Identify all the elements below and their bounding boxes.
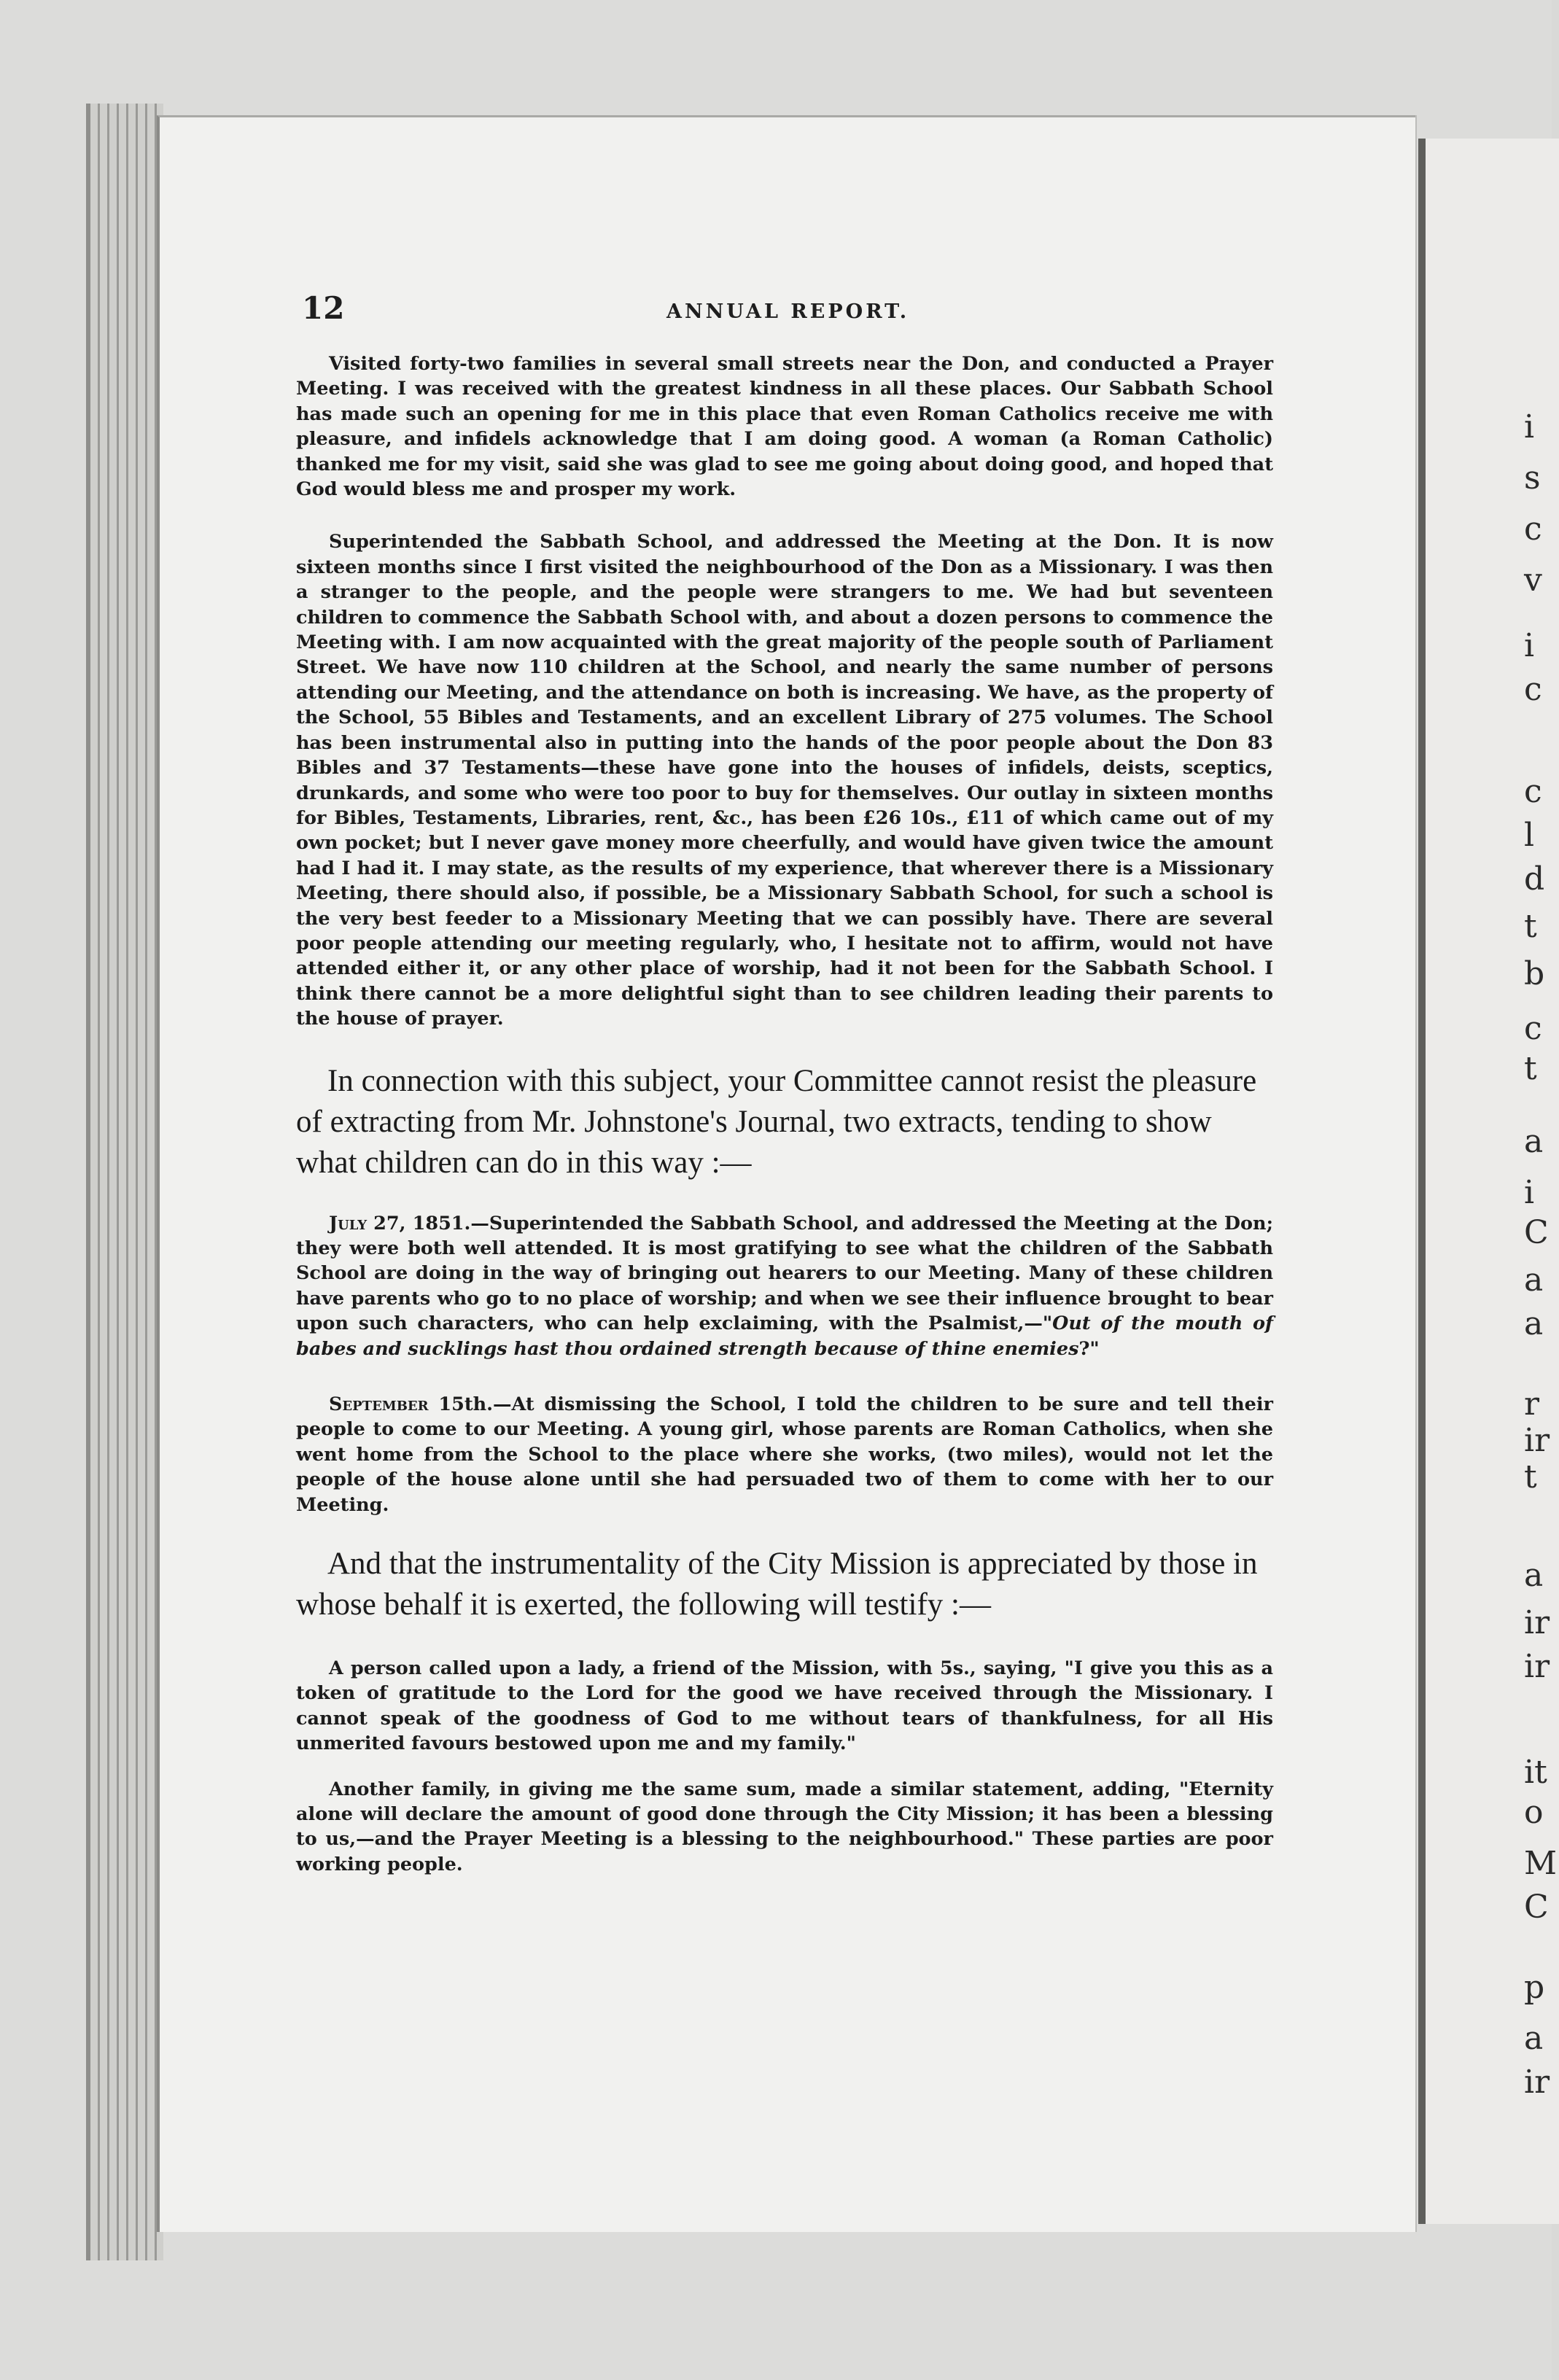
page-number: 12 xyxy=(302,290,345,326)
journal-entry-july xyxy=(296,1211,1273,1361)
facing-page-letter: r xyxy=(1524,1385,1540,1423)
facing-page-letter: M xyxy=(1524,1845,1558,1882)
facing-page-letter: i xyxy=(1524,1174,1535,1211)
facing-page-letter: C xyxy=(1524,1214,1549,1251)
paragraph-1: Visited forty-two families in several small streets near the Don, and conducted a Prayer Meeting. I was received with the greatest kindness in all these places. Our Sabbath School has made such an opening for me in this place that even Roman Catholics receive me with pleasure, and infidels acknowledge that I am doing good. A woman (a Roman Catholic) thanked me for my visit, said she was glad to see me going about doing good, and hoped that God would bless me and prosper my work. xyxy=(296,353,1273,501)
committee-paragraph: In connection with this subject, your Committee cannot resist the pleasure of extracting from Mr. Johnstone's Journal, two extracts, tending to show what children can do in this way :— xyxy=(296,1063,1257,1180)
facing-page-letter: v xyxy=(1524,561,1542,599)
facing-page-letter: t xyxy=(1524,908,1537,945)
journal-entry-july-text: 27, 1851.—Superintended the Sabbath School, and addressed the Meeting at the Don; they were both well attended. It is most gratifying to see what the children of the Sabbath School are doing in the way of bringing out hearers to our Meeting. Many of these children have parents who go to no place of worship; and when we see their influence brought to bear upon such characters, who can help exclaiming, with the Psalmist,—" xyxy=(296,1212,1273,1335)
journal-entry-september-text: 15th.—At dismissing the School, I told the children to be sure and tell their people to come to our Meeting. A young girl, whose parents are Roman Catholics, when she went home from the School to the place where she works, (two miles), would not let the people of the house alone until she had persuaded two of them to come with her to our Meeting. xyxy=(296,1393,1273,1516)
psalm-quote-end: ?" xyxy=(1078,1337,1100,1360)
book-page-edges xyxy=(86,104,163,2260)
paragraph-2: Superintended the Sabbath School, and addressed the Meeting at the Don. It is now sixteen months since I first visited the neighbourhood of the Don as a Missionary. I was then a stranger to the people, and the people were strangers to me. We had but seventeen children to commence the Sabbath School with, and about a dozen persons to commence the Meeting with. I am now acquainted with the great majority of the people south of Parliament Street. We have now 110 children at the School, and nearly the same number of persons attending our Meeting, and the attendance on both is increasing. We have, as the property of the School, 55 Bibles and Testaments, and an excellent Library of 275 volumes. The School has been instrumental also in putting into the hands of the poor people about the Don 83 Bibles and 37 Testaments—these have gone into the houses of infidels, deists, sceptics, drunkards, and some who were too poor to buy for themselves. Our outlay in sixteen months for Bibles, Testaments, Libraries, rent, &c., has been £26 10s., £11 of which came out of my own pocket; but I never gave money more cheerfully, and would have given twice the amount had I had it. I may state, as the results of my experience, that wherever there is a Missionary Meeting, there should also, if possible, be a Missionary Sabbath School, for such a school is the very best feeder to a Missionary Meeting that we can possibly have. There are several poor people attending our meeting regularly, who, I hesitate not to affirm, would not have attended either it, or any other place of worship, had it not been for the Sabbath School. I think there cannot be a more delightful sight than to see children leading their parents to the house of prayer. xyxy=(296,531,1273,1030)
facing-page-letter: c xyxy=(1524,671,1542,708)
facing-page-letter: a xyxy=(1524,1123,1544,1160)
facing-page-letter: ir xyxy=(1524,1648,1550,1685)
date-september: September xyxy=(329,1393,429,1415)
page-body xyxy=(296,351,1273,1877)
facing-page-letter: a xyxy=(1524,2020,1544,2057)
running-head xyxy=(302,290,1272,334)
date-july: July xyxy=(329,1212,368,1234)
facing-page-letter: ir xyxy=(1524,2064,1550,2101)
facing-page-letter: c xyxy=(1524,1010,1542,1047)
facing-page-letter: a xyxy=(1524,1261,1544,1299)
facing-page-letter: c xyxy=(1524,510,1542,548)
facing-page-letter: o xyxy=(1524,1794,1544,1831)
facing-page-letter: b xyxy=(1524,955,1545,992)
testimony-paragraph-1: A person called upon a lady, a friend of the Mission, with 5s., saying, "I give you this as a token of gratitude to the Lord for the good we have received through the Missionary. I cannot speak of the goodness of God to me without tears of thankfulness, for all His unmerited favours bestowed upon me and my family." xyxy=(296,1657,1273,1755)
facing-page-letter: s xyxy=(1524,459,1541,497)
facing-page-letter: l xyxy=(1524,817,1535,854)
facing-page-letter: c xyxy=(1524,773,1542,810)
testimony-paragraph-2: Another family, in giving me the same sum, made a similar statement, adding, "Eternity alone will declare the amount of good done through the City Mission; it has been a blessing to us,—and the Prayer Meeting is a blessing to the neighbourhood." These parties are poor working people. xyxy=(296,1778,1273,1875)
facing-page-letter: t xyxy=(1524,1458,1537,1496)
facing-page-letter: it xyxy=(1524,1754,1547,1791)
facing-page-letter: C xyxy=(1524,1889,1549,1926)
facing-page-letter: p xyxy=(1524,1969,1545,2006)
psalm-quote: Out of the mouth of babes and sucklings hast thou ordained strength because of thine enemies xyxy=(296,1312,1274,1360)
facing-page-letter: ir xyxy=(1524,1604,1550,1641)
journal-entry-september xyxy=(296,1392,1273,1517)
facing-page-letter: a xyxy=(1524,1305,1544,1342)
facing-page-letter: d xyxy=(1524,860,1545,898)
facing-page-letter: i xyxy=(1524,408,1535,446)
facing-page-letter: i xyxy=(1524,627,1535,664)
city-mission-paragraph: And that the instrumentality of the City Mission is appreciated by those in whose behalf it is exerted, the following will testify :— xyxy=(296,1547,1258,1622)
facing-page-letter: ir xyxy=(1524,1422,1550,1459)
facing-page-letter: a xyxy=(1524,1557,1544,1594)
facing-page-letter: t xyxy=(1524,1050,1537,1087)
running-title: ANNUAL REPORT. xyxy=(666,300,910,323)
